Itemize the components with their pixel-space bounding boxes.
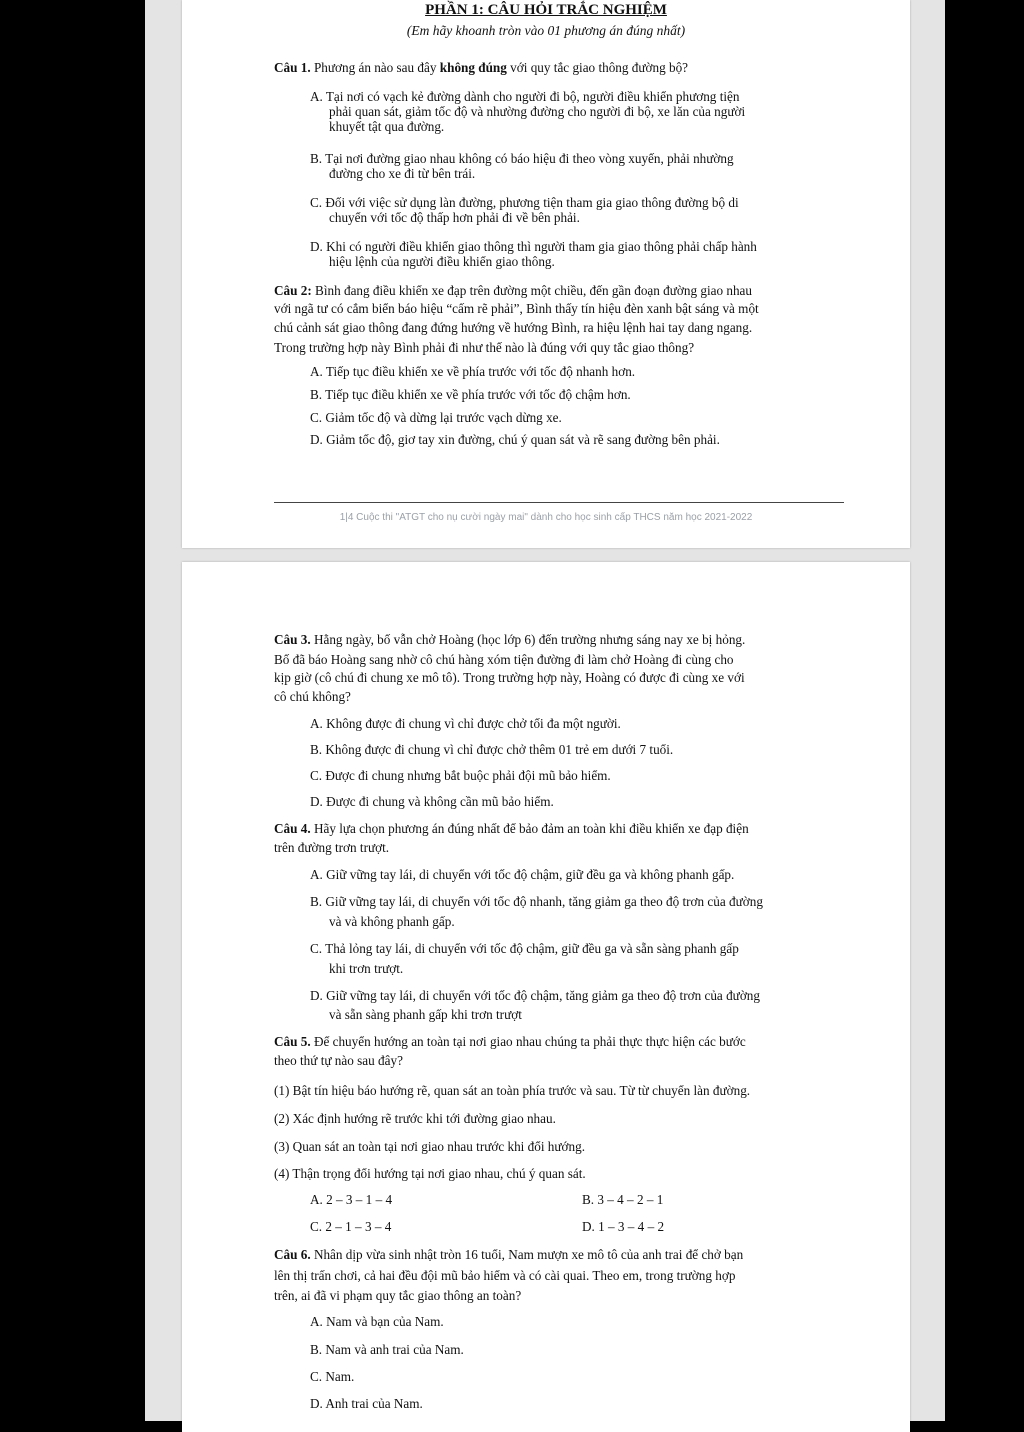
question-3-stem-line: Bố đã báo Hoàng sang nhờ cô chú hàng xóm tiện đường đi làm chở Hoàng đi cùng cho (274, 652, 734, 667)
question-6-stem: Câu 6. Nhân dịp vừa sinh nhật tròn 16 tuổi, Nam mượn xe mô tô của anh trai để chở bạn (274, 1247, 744, 1262)
question-6-option-b: B. Nam và anh trai của Nam. (310, 1342, 464, 1357)
question-1-label: Câu 1. (274, 60, 311, 75)
question-1-option-a: A. Tại nơi có vạch kẻ đường dành cho người đi bộ, người điều khiển phương tiện (310, 89, 740, 104)
question-2-stem: Câu 2: Bình đang điều khiển xe đạp trên đường một chiều, đến gần đoạn đường giao nhau (274, 283, 752, 298)
question-6-option-c: C. Nam. (310, 1369, 355, 1384)
question-3-stem-line: cô chú không? (274, 689, 351, 704)
question-3-option-c: C. Được đi chung nhưng bắt buộc phải đội mũ bảo hiểm. (310, 768, 611, 783)
question-4-option-c: C. Thả lỏng tay lái, di chuyển với tốc độ chậm, giữ đều ga và sẵn sàng phanh gấp (310, 941, 739, 956)
question-1-option-c: C. Đối với việc sử dụng làn đường, phương tiện tham gia giao thông đường bộ di (310, 195, 739, 210)
question-4-option-b: B. Giữ vững tay lái, di chuyển với tốc độ nhanh, tăng giảm ga theo độ trơn của đường (310, 894, 763, 909)
question-5-step-1: (1) Bật tín hiệu báo hướng rẽ, quan sát an toàn phía trước và sau. Từ từ chuyển làn đường. (274, 1083, 751, 1098)
question-1-stem: Câu 1. Phương án nào sau đây không đúng với quy tắc giao thông đường bộ? (274, 60, 689, 75)
question-6-option-d: D. Anh trai của Nam. (310, 1396, 423, 1411)
question-3-option-d: D. Được đi chung và không cần mũ bảo hiểm. (310, 794, 554, 809)
question-5-option-c: C. 2 – 1 – 3 – 4 (310, 1219, 392, 1234)
question-2-option-b: B. Tiếp tục điều khiển xe về phía trước với tốc độ chậm hơn. (310, 387, 631, 402)
question-1-option-a-line: phải quan sát, giảm tốc độ và nhường đường cho người đi bộ, xe lăn của người (329, 104, 746, 119)
question-1-option-d-line: hiệu lệnh của người điều khiển giao thông. (329, 254, 555, 269)
question-5-stem: Câu 5. Để chuyển hướng an toàn tại nơi giao nhau chúng ta phải thực thực hiện các bước (274, 1034, 746, 1049)
document-page-2 (182, 562, 910, 1432)
question-2-stem-line: chú cảnh sát giao thông đang đứng hướng về hướng Bình, ra hiệu lệnh hai tay dang ngang. (274, 320, 753, 335)
question-2-stem-line: Trong trường hợp này Bình phải đi như thế nào là đúng với quy tắc giao thông? (274, 340, 695, 355)
question-5-stem-line: theo thứ tự nào sau đây? (274, 1053, 403, 1068)
question-5-step-2: (2) Xác định hướng rẽ trước khi tới đường giao nhau. (274, 1111, 556, 1126)
question-4-option-d-line: và sẵn sàng phanh gấp khi trơn trượt (329, 1007, 522, 1022)
question-4-option-c-line: khi trơn trượt. (329, 961, 404, 976)
question-6-stem-line: trên, ai đã vi phạm quy tắc giao thông an toàn? (274, 1288, 522, 1303)
question-5-option-d: D. 1 – 3 – 4 – 2 (582, 1219, 665, 1234)
document-page-1 (182, 0, 910, 548)
question-2-option-d: D. Giảm tốc độ, giơ tay xin đường, chú ý quan sát và rẽ sang đường bên phải. (310, 432, 720, 447)
section-title: PHẦN 1: CÂU HỎI TRẮC NGHIỆM (425, 2, 667, 18)
question-3-stem-line: kịp giờ (cô chú đi chung xe mô tô). Trong trường hợp này, Hoàng có được đi cùng xe với (274, 670, 745, 685)
question-3-option-b: B. Không được đi chung vì chỉ được chở thêm 01 trẻ em dưới 7 tuổi. (310, 742, 674, 757)
question-1-emphasis: không đúng (439, 60, 507, 75)
question-1-option-b-line: đường cho xe đi từ bên trái. (329, 166, 476, 181)
question-6-option-a: A. Nam và bạn của Nam. (310, 1314, 444, 1329)
question-4-option-a: A. Giữ vững tay lái, di chuyển với tốc độ chậm, giữ đều ga và không phanh gấp. (310, 867, 735, 882)
question-2-option-c: C. Giảm tốc độ và dừng lại trước vạch dừng xe. (310, 410, 562, 425)
question-5-step-3: (3) Quan sát an toàn tại nơi giao nhau trước khi đổi hướng. (274, 1139, 585, 1154)
question-4-stem-line: trên đường trơn trượt. (274, 840, 390, 855)
question-1-option-b: B. Tại nơi đường giao nhau không có báo hiệu đi theo vòng xuyến, phải nhường (310, 151, 734, 166)
question-4-option-b-line: và và không phanh gấp. (329, 914, 455, 929)
question-4-label: Câu 4. (274, 821, 311, 836)
question-2-stem-line: với ngã tư có cắm biển báo hiệu “cấm rẽ phải”, Bình thấy tín hiệu đèn xanh bật sáng và một (274, 301, 759, 316)
question-5-step-4: (4) Thận trọng đổi hướng tại nơi giao nhau, chú ý quan sát. (274, 1166, 586, 1181)
section-instructions: (Em hãy khoanh tròn vào 01 phương án đúng nhất) (406, 23, 686, 38)
question-2-label: Câu 2: (274, 283, 312, 298)
footer-rule (274, 502, 844, 503)
question-1-option-c-line: chuyển với tốc độ thấp hơn phải đi về bên phải. (329, 210, 580, 225)
question-2-option-a: A. Tiếp tục điều khiển xe về phía trước với tốc độ nhanh hơn. (310, 364, 636, 379)
question-3-label: Câu 3. (274, 632, 311, 647)
page-footer: 1|4 Cuộc thi "ATGT cho nụ cười ngày mai" dành cho học sinh cấp THCS năm học 2021-2022 (339, 512, 753, 523)
question-4-option-d: D. Giữ vững tay lái, di chuyển với tốc độ chậm, tăng giảm ga theo độ trơn của đường (310, 988, 760, 1003)
question-5-option-a: A. 2 – 3 – 1 – 4 (310, 1192, 393, 1207)
question-3-option-a: A. Không được đi chung vì chỉ được chở tối đa một người. (310, 716, 621, 731)
question-6-stem-line: lên thị trấn chơi, cả hai đều đội mũ bảo hiểm và có cài quai. Theo em, trong trường hợp (274, 1268, 736, 1283)
question-4-stem: Câu 4. Hãy lựa chọn phương án đúng nhất để bảo đảm an toàn khi điều khiển xe đạp điện (274, 821, 749, 836)
question-6-label: Câu 6. (274, 1247, 311, 1262)
question-1-option-d: D. Khi có người điều khiển giao thông thì người tham gia giao thông phải chấp hành (310, 239, 757, 254)
question-1-option-a-line: khuyết tật qua đường. (329, 119, 445, 134)
question-5-label: Câu 5. (274, 1034, 311, 1049)
question-3-stem: Câu 3. Hằng ngày, bố vẫn chở Hoàng (học lớp 6) đến trường nhưng sáng nay xe bị hỏng. (274, 632, 746, 647)
question-5-option-b: B. 3 – 4 – 2 – 1 (582, 1192, 664, 1207)
